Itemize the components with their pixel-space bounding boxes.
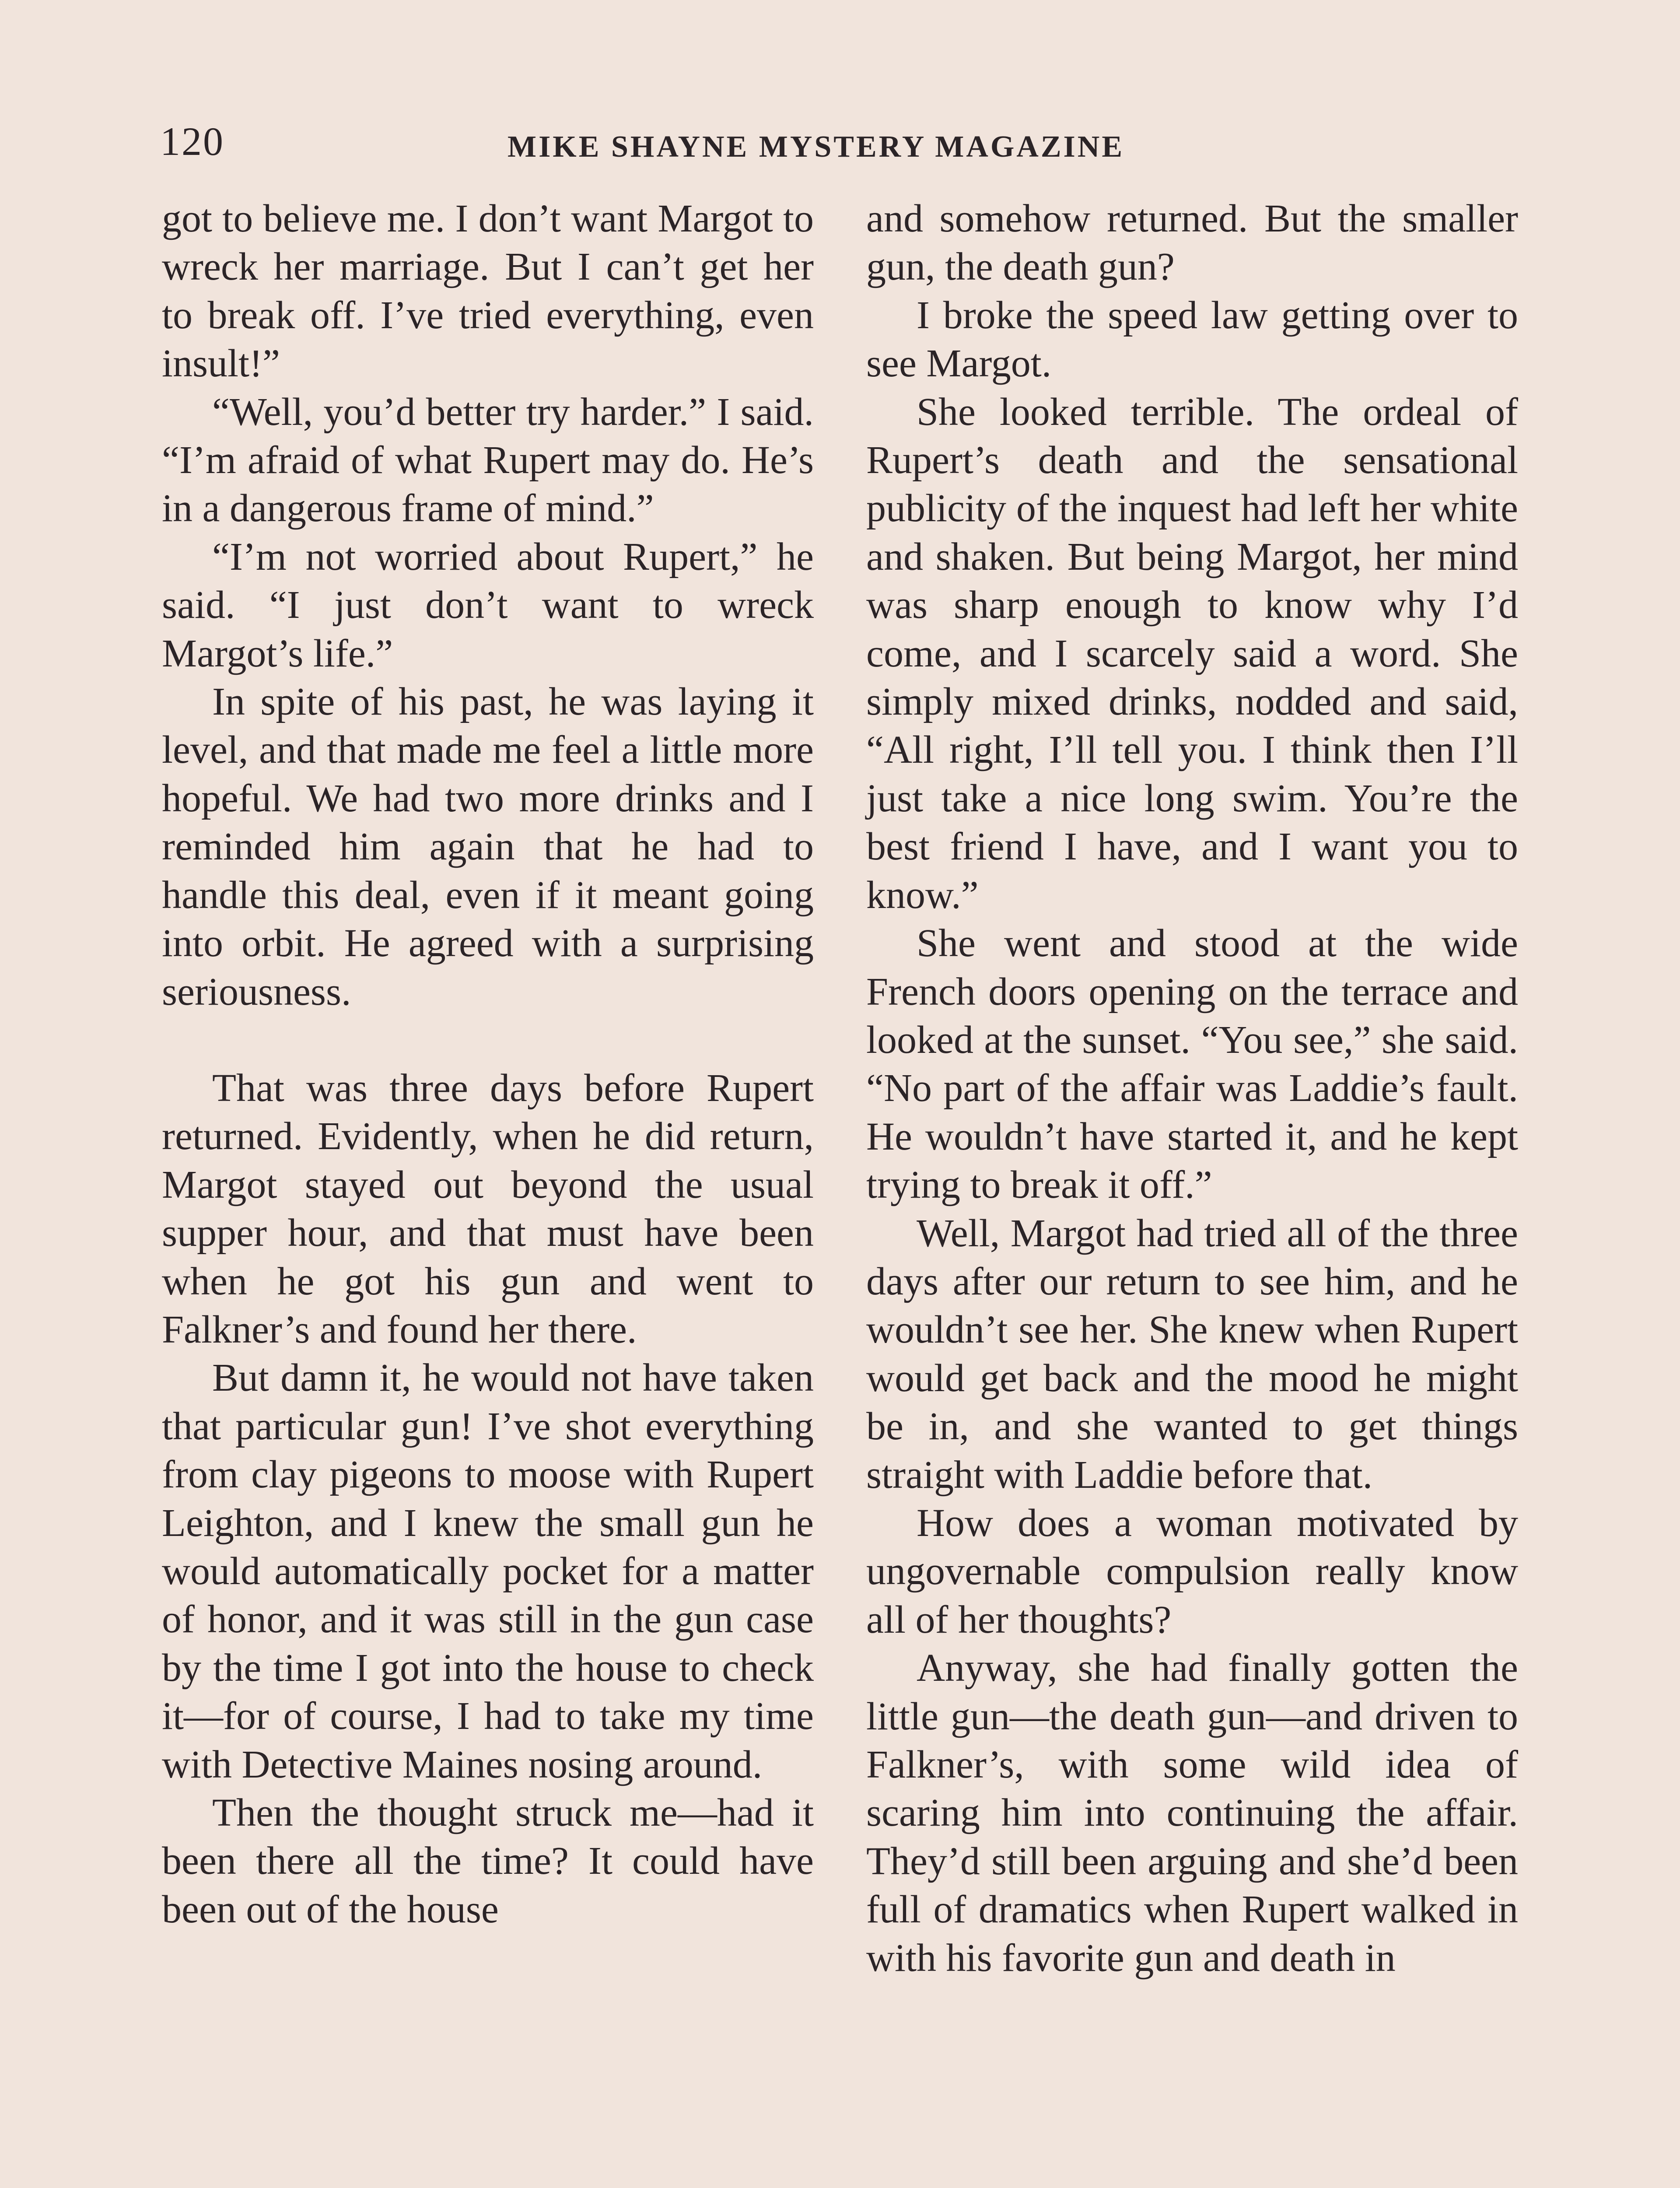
left-column [162, 195, 814, 1934]
paragraph: I broke the speed law getting over to see Margot. [866, 293, 1518, 386]
paragraph: That was three days before Rupert returned. Evidently, when he did return, Margot stayed out beyond the usual supper hour, and that must have been when he got his gun and went to Falkner’s and found her there. [162, 1066, 814, 1351]
paragraph: How does a woman motivated by ungovernable compulsion really know all of her thoughts? [866, 1501, 1518, 1641]
paragraph: “I’m not worried about Rupert,” he said. “I just don’t want to wreck Margot’s life.” [162, 535, 814, 675]
paragraph: got to believe me. I don’t want Margot to wreck her marriage. But I can’t get her to break off. I’ve tried everything, even insult!” [162, 197, 814, 386]
paragraph: Anyway, she had finally gotten the little gun—the death gun—and driven to Falkner’s, with some wild idea of scaring him into continuing the affair. They’d still been arguing and she’d been full of dramatics when Rupert walked in with his favorite gun and death in [866, 1646, 1518, 1980]
paragraph: and somehow returned. But the smaller gun, the death gun? [866, 197, 1518, 289]
right-column [866, 195, 1518, 1982]
paragraph: In spite of his past, he was laying it level, and that made me feel a little more hopeful. We had two more drinks and I reminded him again that he had to handle this deal, even if it meant going into orbit. He agreed with a surprising seriousness. [162, 680, 814, 1013]
paragraph: She looked terrible. The ordeal of Rupert’s death and the sensational publicity of the inquest had left her white and shaken. But being Margot, her mind was sharp enough to know why I’d come, and I scarcely said a word. She simply mixed drinks, nodded and said, “All right, I’ll tell you. I think then I’ll just take a nice long swim. You’re the best friend I have, and I want you to know.” [866, 390, 1518, 917]
running-head: MIKE SHAYNE MYSTERY MAGAZINE [508, 130, 1125, 164]
page-number: 120 [160, 119, 224, 164]
paragraph: But damn it, he would not have taken that particular gun! I’ve shot everything from clay pigeons to moose with Rupert Leighton, and I knew the small gun he would automatically pocket for a matter of honor, and it was still in the gun case by the time I got into the house to check it—for of course, I had to take my time with Detective Maines nosing around. [162, 1356, 814, 1786]
paragraph: “Well, you’d better try harder.” I said. “I’m afraid of what Rupert may do. He’s in a dangerous frame of mind.” [162, 390, 814, 530]
paragraph: Then the thought struck me—had it been there all the time? It could have been out of the house [162, 1791, 814, 1931]
paragraph: She went and stood at the wide French doors opening on the terrace and looked at the sunset. “You see,” she said. “No part of the affair was Laddie’s fault. He wouldn’t have started it, and he kept trying to break it off.” [866, 922, 1518, 1207]
paragraph: Well, Margot had tried all of the three days after our return to see him, and he wouldn’t see her. She knew when Rupert would get back and the mood he might be in, and she wanted to get things straight with Laddie before that. [866, 1211, 1518, 1497]
